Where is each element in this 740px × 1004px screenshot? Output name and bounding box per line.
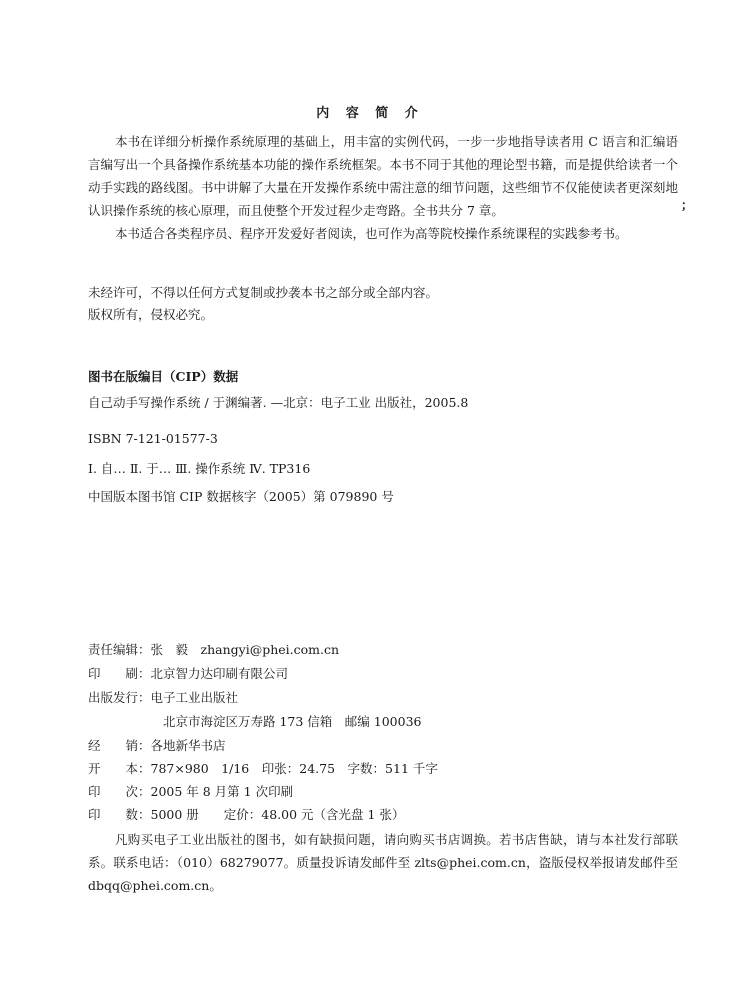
distributor-line: 经 销：各地新华书店: [88, 738, 226, 753]
cip-number: 中国版本图书馆 CIP 数据核字（2005）第 079890 号: [88, 489, 394, 504]
side-mark: ；: [681, 198, 694, 212]
copyright-line-2: 版权所有，侵权必究。: [88, 307, 214, 322]
print-run-line: 印 数：5000 册 定价：48.00 元（含光盘 1 张）: [88, 807, 405, 822]
edition-line: 印 次：2005 年 8 月第 1 次印刷: [88, 784, 294, 799]
cip-isbn: ISBN 7-121-01577-3: [88, 431, 218, 446]
printer-line: 印 刷：北京智力达印刷有限公司: [88, 666, 289, 681]
copyright-line-1: 未经许可，不得以任何方式复制或抄袭本书之部分或全部内容。: [88, 285, 439, 300]
publisher-line: 出版发行：电子工业出版社: [88, 690, 239, 705]
format-line: 开 本：787×980 1/16 印张：24.75 字数：511 千字: [88, 761, 438, 776]
page-title: 内 容 简 介: [316, 106, 424, 121]
cip-heading: 图书在版编目（CIP）数据: [88, 369, 239, 384]
cip-classification: Ⅰ. 自… Ⅱ. 于… Ⅲ. 操作系统 Ⅳ. TP316: [88, 461, 311, 476]
notice-paragraph: 凡购买电子工业出版社的图书，如有缺损问题，请向购买书店调换。若书店售缺，请与本社发行部联系。联系电话：（010）68279077。质量投诉请发邮件至 zlts@phei.com.cn，盗版侵权举报请发邮件至 dbqq@phei.com.cn。: [88, 832, 678, 893]
summary-paragraph-1: 本书在详细分析操作系统原理的基础上，用丰富的实例代码，一步一步地指导读者用 C 语言和汇编语言编写出一个具备操作系统基本功能的操作系统框架。本书不同于其他的理论型书籍，而是提供给读者一个动手实践的路线图。书中讲解了大量在开发操作系统中需注意的细节问题，这些细节不仅能使读者更深刻地认识操作系统的核心原理，而且使整个开发过程少走弯路。全书共分 7 章。: [88, 134, 678, 218]
address-line: 北京市海淀区万寿路 173 信箱 邮编 100036: [163, 714, 422, 729]
cip-book-line: 自己动手写操作系统 / 于渊编著. —北京：电子工业 出版社，2005.8: [88, 395, 469, 410]
summary-paragraph-2: 本书适合各类程序员、程序开发爱好者阅读，也可作为高等院校操作系统课程的实践参考书。: [115, 226, 628, 241]
editor-line: 责任编辑：张 毅 zhangyi@phei.com.cn: [88, 642, 340, 657]
